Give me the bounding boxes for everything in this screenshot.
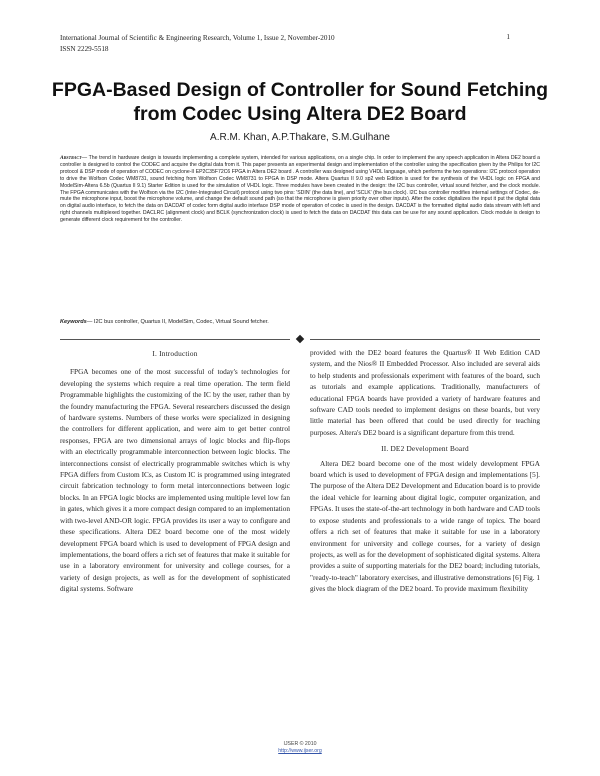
intro-paragraph-2: provided with the DE2 board features the Quartus® II Web Edition CAD system, and the Nios® II Embedded Processor. Also included are several aids to help students and professionals experiment with features of the board, such as tutorials and example applications. Traditionally, manufacturers of educational FPGA boards have provided a variety of hardware features and software CAD tools needed to implement designs on these boards, but very little material has been offered that could be used directly for teaching purposes. Altera's DE2 board is a significant departure from this trend. bbox=[310, 349, 540, 437]
footer-url-link[interactable]: http://www.ijser.org bbox=[278, 748, 322, 754]
issn: ISSN 2229-5518 bbox=[60, 44, 109, 53]
section-heading-introduction: I. Introduction bbox=[152, 349, 198, 358]
diamond-icon bbox=[296, 335, 304, 343]
abstract-text: The trend in hardware design is towards implementing a complete system, intended for various applications, on a single chip. In order to implement the any speech application in Altera DE2 board a controller is designed to control the CODEC and acquire the digital data from it. This paper presents an experimental design and implementation of the controller using the specification given by the Philips for I2C protocol & DSP mode of operation of CODEC on cyclone-II EP2C35F72C6 FPGA in Altera DE2 board . A controller was designed using VHDL language, which performs the two operations: I2C protocol operation to drive the Wolfson Codec WM8731, sound fetching from Wolfson Codec WM8731 to FPGA in DSP mode. Altera Quartus II 9.0 sp2 web Edition is used for the synthesis of the VHDL logic on FPGA and ModelSim-Altera 6.5b (Quartus II 9.1) Starter Edition is used for the simulation of VHDL logic. Three modules have been created in the design: the I2C bus controller, virtual sound fetcher, and the clock module. The FPGA communicates with the Wolfson via the I2C (Inter-Integrated Circuit) protocol using two pins: 'SDIN' (the data line), and 'SCLK' (the bus clock). I2C bus controller modifies internal settings of Codec, de-mute the microphone input, boost the microphone volume, and change the default sound path (so that the microphone is given priority over other inputs). After the codec digitalizes the input it put the digital data on digital audio interface, to fetch the data on DACDAT of codec form digital audio interface DSP mode of operation of codec is used in the design. DACDAT is the formatted digital audio data stream with left and right channels multiplexed together. DACLRC (alignment clock) and BCLK (synchronization clock) is used to fetch the data on DACDAT this data can be use for any sound application. Clock module is design to generate different clock requirement for the controller. bbox=[60, 155, 540, 224]
keywords: Keywords— I2C bus controller, Quartus II, ModelSim, Codec, Virtual Sound fetcher. bbox=[60, 319, 269, 325]
column-right bbox=[310, 348, 540, 596]
journal-name: International Journal of Scientific & Engineering Research, Volume 1, Issue 2, November-2010 bbox=[60, 34, 335, 42]
section-divider bbox=[60, 336, 540, 344]
page-footer bbox=[0, 741, 600, 755]
abstract bbox=[60, 155, 540, 224]
section-heading-de2-board: II. DE2 Development Board bbox=[381, 444, 469, 454]
authors: A.R.M. Khan, A.P.Thakare, S.M.Gulhane bbox=[210, 132, 390, 143]
footer-copyright: IJSER © 2010 bbox=[283, 741, 317, 747]
abstract-label: Abstract— bbox=[60, 155, 89, 161]
paper-title: FPGA-Based Design of Controller for Sound Fetching from Codec Using Altera DE2 Board bbox=[51, 79, 549, 125]
de2-paragraph-1: Altera DE2 board become one of the most widely development FPGA board which is used to development of FPGA design and implementations [5]. The purpose of the Altera DE2 Development and Education board is to provide the ideal vehicle for learning about digital logic, computer organization, and FPGAs. It uses the state-of-the-art technology in both hardware and CAD tools to expose students and professionals to a wide range of topics. The board offers a rich set of features that make it suitable for use in a laboratory environment for university and college courses, for a variety of design projects, as well as for the development of sophisticated digital systems. Altera provides a suite of supporting materials for the DE2 board; including tutorials, "ready-to-teach" laboratory exercises, and illustrative demonstrations [6] Fig. 1 gives the block diagram of the DE2 board. To provide maximum flexibility bbox=[310, 459, 540, 594]
divider-line-left bbox=[60, 339, 290, 340]
keywords-text: I2C bus controller, Quartus II, ModelSim, Codec, Virtual Sound fetcher. bbox=[93, 319, 269, 325]
intro-paragraph-1: FPGA becomes one of the most successful of today's technologies for developing the systems which require a real time operation. The term field Programmable highlights the customizing of the IC by the user, rather than by the foundry manufacturing the FPGA. Several researchers discussed the design of hardware systems. Numbers of these works were specialized in designing the controllers for different application, and were aim to get better control responses, FPGA are two dimensional arrays of logic blocks and flip-flops with an electrically programmable interconnection between logic blocks. The interconnections consist of electrically programmable switches which is why FPGA differs from Custom ICs, as Custom IC is programmed using integrated circuit fabrication technology to form metal interconnections between logic blocks. In an FPGA logic blocks are implemented using multiple level low fan in gates, which gives it a more compact design compared to an implementation with two-level AND-OR logic. FPGA provides its user a way to configure and these specifications. Altera DE2 board become one of the most widely development FPGA board which is used to development of FPGA design and implementations, the board offers a rich set of features that make it suitable for use in a laboratory environment for university and college courses, for a variety of design projects, as well as for the development of sophisticated digital systems. Software bbox=[60, 368, 290, 594]
keywords-label: Keywords bbox=[60, 319, 87, 325]
divider-line-right bbox=[310, 339, 540, 340]
page-number: 1 bbox=[506, 33, 510, 41]
running-header bbox=[60, 33, 335, 54]
column-left bbox=[60, 348, 290, 596]
